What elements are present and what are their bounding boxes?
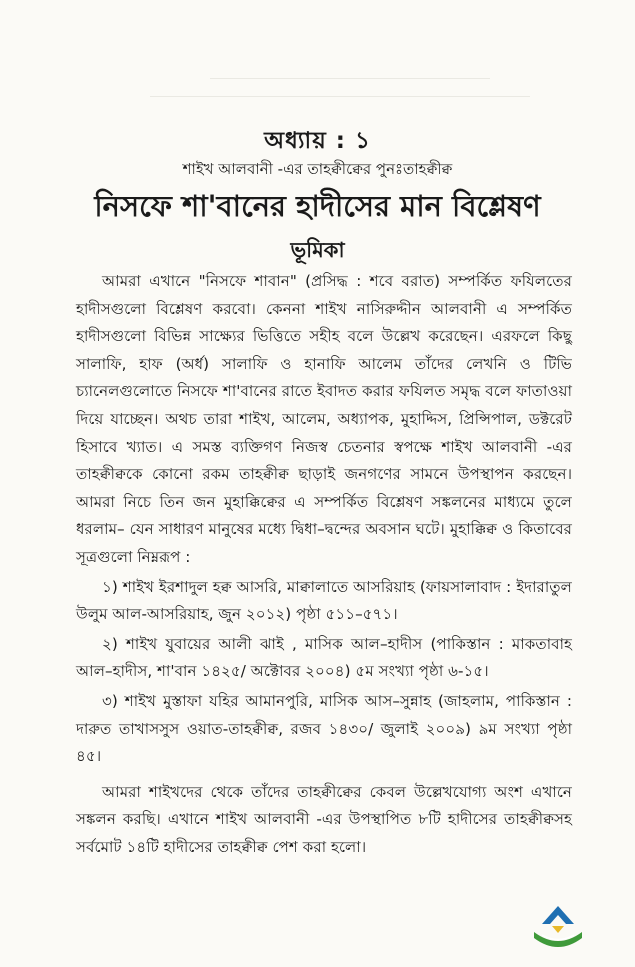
page-title: নিসফে শা'বানের হাদীসের মান বিশ্লেষণ	[94, 189, 541, 223]
body-text	[76, 268, 572, 861]
intro-paragraph: আমরা এখানে "নিসফে শাবান" (প্রসিদ্ধ : শবে বরাত) সম্পর্কিত ফযিলতের হাদীসগুলো বিশ্লেষণ করবো। কেননা শাইখ নাসিরুদ্দীন আলবানী এ সম্পর্কিত হাদীসগুলো বিভিন্ন সাক্ষ্যের ভিত্তিতে সহীহ বলে উল্লেখ করেছেন। এরফলে কিছু সালাফি, হাফ (অর্ধ) সালাফি ও হানাফি আলেম তাঁদের লেখনি ও টিভি চ্যানেলগুলোতে নিসফে শা'বানের রাতে ইবাদত করার ফযিলত সমৃদ্ধ বলে ফাতাওয়া দিয়ে যাচ্ছেন। অথচ তারা শাইখ, আলেম, অধ্যাপক, মুহাদ্দিস, প্রিন্সিপাল, ডক্টরেট হিসাবে খ্যাত। এ সমস্ত ব্যক্তিগণ নিজস্ব চেতনার স্বপক্ষে শাইখ আলবানী -এর তাহক্বীক্বকে কোনো রকম তাহক্বীক্ব ছাড়াই জনগণের সামনে উপস্থাপন করছেন। আমরা নিচে তিন জন মুহাক্কিক্বের এ সম্পর্কিত বিশ্লেষণ সঙ্কলনের মাধ্যমে তুলে ধরলাম– যেন সাধারণ মানুষের মধ্যে দ্বিধা–দ্বন্দের অবসান ঘটে। মুহাক্কিক্ব ও কিতাবের সূত্রগুলো নিম্নরূপ :	[76, 272, 572, 566]
publisher-logo-icon	[528, 902, 588, 954]
reference-item-3: ৩) শাইখ মুস্তাফা যহির আমানপুরি, মাসিক আস–সুন্নাহ (জাহলাম, পাকিস্তান : দারুত তাখাসসুস ওয়াত-তাহক্বীক্ব, রজব ১৪৩০/ জুলাই ২০০৯) ৯ম সংখ্যা পৃষ্ঠা ৪৫।	[76, 691, 572, 766]
logo-book-line	[542, 935, 574, 940]
reference-item-1: ১) শাইখ ইরশাদুল হক্ব আসরি, মাক্বালাতে আসরিয়াহ (ফায়সালাবাদ : ইদারাতুল উলুম আল-আসরিয়াহ, জুন ২০১২) পৃষ্ঠা ৫১১–৫৭১।	[76, 577, 572, 624]
reference-item-2: ২) শাইখ যুবায়ের আলী ঝাই , মাসিক আল–হাদীস (পাকিস্তান : মাকতাবাহ আল–হাদীস, শা'বান ১৪২৫/ অক্টোবর ২০০৪) ৫ম সংখ্যা পৃষ্ঠা ৬-১৫।	[76, 634, 572, 681]
chapter-heading: অধ্যায় : ১	[264, 128, 371, 154]
closing-paragraph: আমরা শাইখদের থেকে তাঁদের তাহক্বীক্বের কেবল উল্লেখযোগ্য অংশ এখানে সঙ্কলন করছি। এখানে শাইখ আলবানী -এর উপস্থাপিত ৮টি হাদীসের তাহক্বীক্বসহ সর্বমোট ১৪টি হাদীসের তাহক্বীক্ব পেশ করা হলো।	[76, 782, 572, 856]
logo-roof-shape	[542, 906, 574, 924]
chapter-subtitle: শাইখ আলবানী -এর তাহক্বীক্বের পুনঃতাহক্বীক্ব	[182, 160, 453, 178]
bleed-through-line	[210, 78, 490, 89]
section-heading: ভূমিকা	[290, 238, 345, 262]
bleed-through-line	[150, 96, 530, 107]
logo-center-diamond	[552, 926, 564, 933]
